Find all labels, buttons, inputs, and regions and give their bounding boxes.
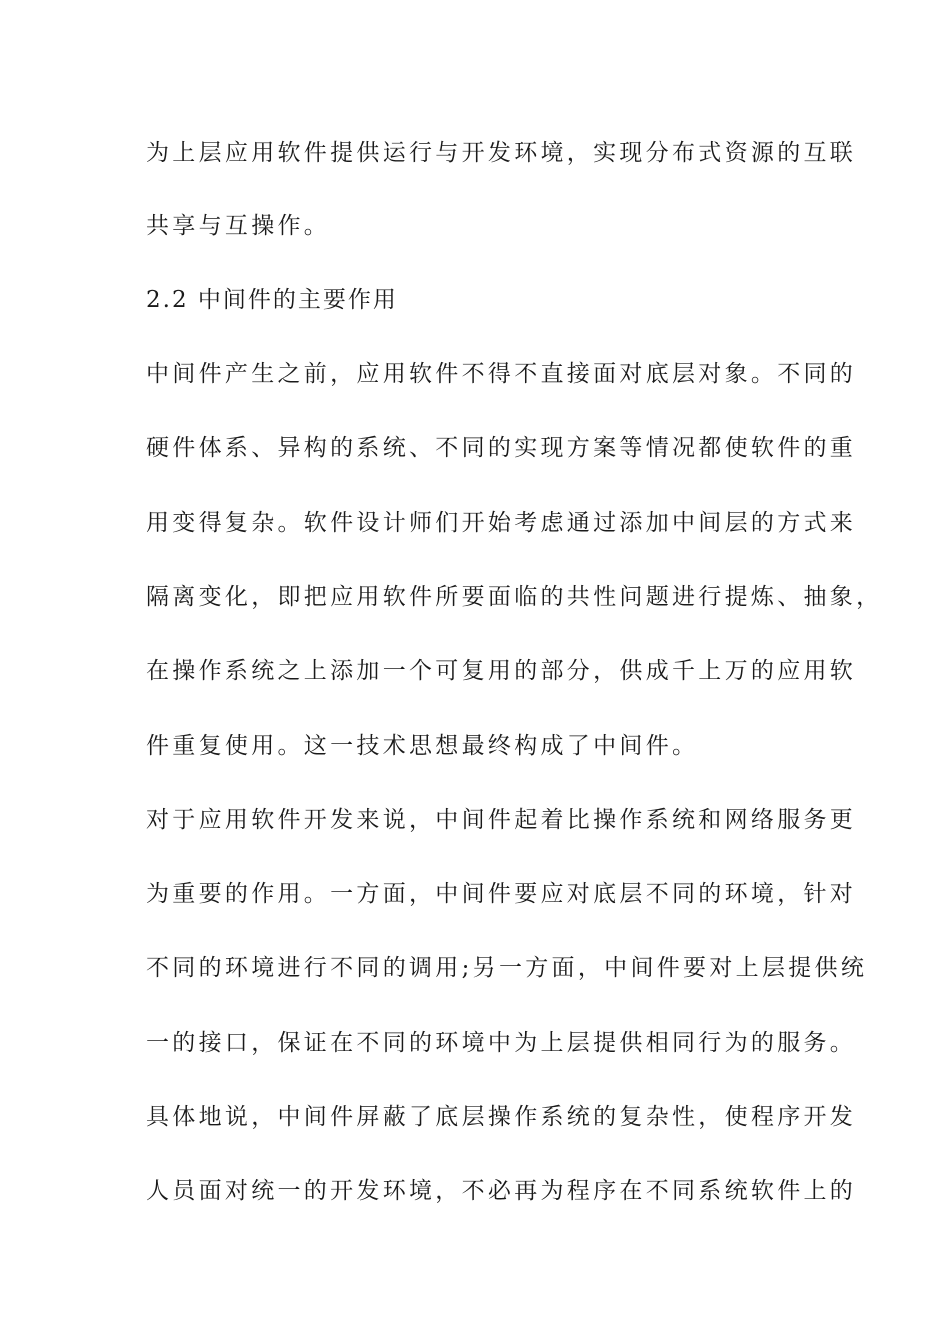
text-line: 具体地说，中间件屏蔽了底层操作系统的复杂性，使程序开发 [146,1104,857,1130]
section-heading: 2.2 中间件的主要作用 [146,287,398,313]
text-line: 用变得复杂。软件设计师们开始考虑通过添加中间层的方式来 [146,510,857,536]
text-line: 人员面对统一的开发环境，不必再为程序在不同系统软件上的 [146,1178,857,1204]
text-line: 不同的环境进行不同的调用;另一方面，中间件要对上层提供统 [146,955,868,981]
text-line: 一的接口，保证在不同的环境中为上层提供相同行为的服务。 [146,1030,857,1056]
text-line: 件重复使用。这一技术思想最终构成了中间件。 [146,733,699,759]
text-line: 为上层应用软件提供运行与开发环境，实现分布式资源的互联 [146,140,857,166]
text-line: 对于应用软件开发来说，中间件起着比操作系统和网络服务更 [146,807,857,833]
text-line: 共享与互操作。 [146,213,331,239]
text-line: 中间件产生之前，应用软件不得不直接面对底层对象。不同的 [146,361,857,387]
text-line: 在操作系统之上添加一个可复用的部分，供成千上万的应用软 [146,658,857,684]
text-line: 硬件体系、异构的系统、不同的实现方案等情况都使软件的重 [146,435,857,461]
text-line: 隔离变化，即把应用软件所要面临的共性问题进行提炼、抽象， [146,584,883,610]
text-line: 为重要的作用。一方面，中间件要应对底层不同的环境，针对 [146,881,857,907]
